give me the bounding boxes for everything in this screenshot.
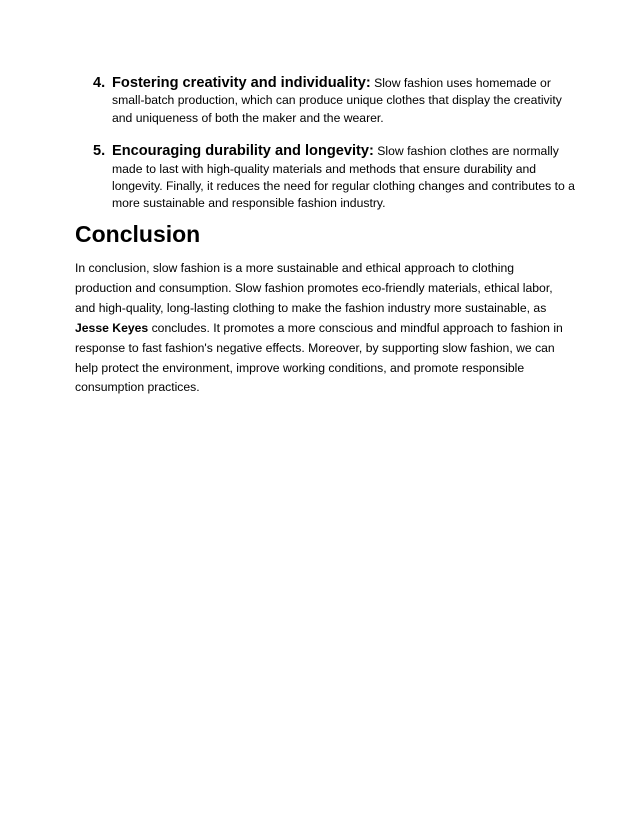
list-item (75, 143, 575, 213)
list-item (75, 75, 575, 127)
conclusion-text-end: concludes. It promotes a more conscious and mindful approach to fashion in response to fast fashion's negative effects. Moreover, by supporting slow fashion, we can help protect the environment, improve working conditions, and promote responsible consumption practices. (75, 320, 563, 395)
list-item-number: 4. (93, 75, 106, 91)
conclusion-text-start: In conclusion, slow fashion is a more sustainable and ethical approach to clothing production and consumption. Slow fashion promotes eco-friendly materials, ethical labor, and high-quality, long-lasting clothing to make the fashion industry more sustainable, as (75, 261, 553, 315)
list-item-text: Slow fashion clothes are normally made to last with high-quality materials and methods that ensure durability and longevity. Finally, it reduces the need for regular clothing changes and contributes to a more sustainable and responsible fashion industry. (112, 144, 575, 211)
section-heading: Conclusion (75, 221, 201, 247)
list-item-heading: Fostering creativity and individuality: (112, 75, 371, 91)
author-name: Jesse Keyes (75, 320, 149, 335)
conclusion-paragraph (75, 259, 567, 398)
numbered-list (75, 75, 575, 213)
list-item-text: Slow fashion uses homemade or small-batch production, which can produce unique clothes that display the creativity and uniqueness of both the maker and the wearer. (112, 76, 562, 125)
list-item-number: 5. (93, 143, 106, 160)
list-item-heading: Encouraging durability and longevity: (112, 143, 374, 160)
